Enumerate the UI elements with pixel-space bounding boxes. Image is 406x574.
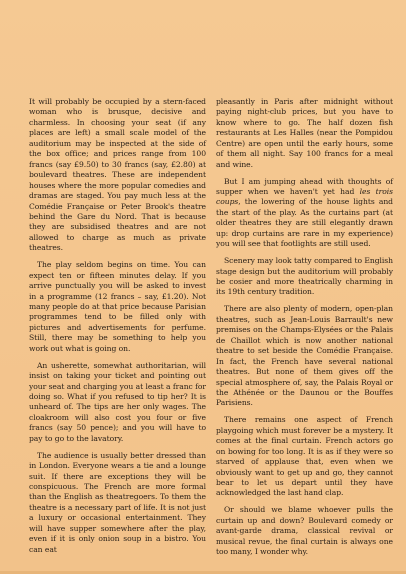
paragraph-text: Scenery may look tatty compared to English stage design but the auditorium will probably be cosier and more theatrically charming in its 19th century tradition.: [216, 256, 393, 297]
paragraph: [216, 505, 393, 557]
right-column: [216, 97, 393, 564]
paragraph: [216, 177, 393, 250]
paragraph-text: pleasantly in Paris after midnight without paying night-club prices, but you have to know where to go. The half dozen fish restaurants at Les Halles (near the Pompidou Centre) are open until the early hours, some of them all night. Say 100 francs for a meal and wine.: [216, 97, 393, 169]
paragraph: It will probably be occupied by a stern-faced woman who is brusque, decisive and charmless. In choosing your seat (if any places are left) a small scale model of the auditorium may be inspected at the side of the box office; and prices range from 100 francs (say £9.50) to 30 francs (say, £2.80) at boulevard theatres. These are independent houses where the more popular comedies and dramas are staged. You pay much less at the Comédie Française or Peter Brook's theatre behind the Gare du Nord. That is because they are subsidised theatres and are not allowed to charge as much as private theatres.: [29, 97, 206, 253]
paragraph-text: , the lowering of the house lights and the start of the play. As the curtains part (at older theatres they are still elegantly drawn up: drop curtains are rare in my experience) you will see that footlights are still used.: [216, 197, 393, 249]
paragraph-text: But I am jumping ahead with thoughts of supper when we haven't yet had: [216, 176, 393, 197]
paragraph-text: There remains one aspect of French playgoing which must forever be a mystery. It comes at the final curtain. French actors go on bowing for too long. It is as if they were so starved of applause that, even when we obviously want to get up and go, they cannot bear to let us depart until they have acknowledged the last hand clap.: [216, 415, 393, 498]
paragraph: [216, 256, 393, 298]
left-column: [29, 97, 206, 562]
paragraph: [216, 304, 393, 409]
paragraph: An usherette, somewhat authoritarian, will insist on taking your ticket and pointing out your seat and charging you at least a franc for doing so. What if you refused to tip her? It is unheard of. The tips are her only wages. The cloakroom will also cost you four or five francs (say 50 pence); and you will have to pay to go to the lavatory.: [29, 360, 206, 443]
paragraph: The audience is usually better dressed than in London. Everyone wears a tie and a lounge suit. If there are exceptions they will be conspicuous. The French are more formal than the English as theatregoers. To them the theatre is a necessary part of life. It is not just a luxury or occasional entertainment. They will have supper somewhere after the play, even if it is only onion soup in a bistro. You can eat: [29, 450, 206, 554]
italic-phrase: les trois coups: [216, 187, 393, 207]
paragraph-text: There are also plenty of modern, open-plan theatres, such as Jean-Louis Barrault's new premises on the Champs-Elysées or the Palais de Chaillot which is now another national theatre to set beside the Comédie Française. In fact, the French have several national theatres. But none of them gives off the special atmosphere of, say, the Palais Royal or the Athénée or the Daunou or the Bouffes Parisiens.: [216, 304, 393, 408]
paragraph-text: Or should we blame whoever pulls the curtain up and down? Boulevard comedy or avant-garde drama, classical revival or musical revue, the final curtain is always one too many, I wonder why.: [216, 505, 393, 557]
paragraph: [216, 415, 393, 499]
paragraph: [216, 97, 393, 170]
paragraph: The play seldom begins on time. You can expect ten or fifteen minutes delay. If you arrive punctually you will be asked to invest in a programme (12 francs – say, £1.20). Not many people do at that price because Parisian programmes tend to be filled only with pictures and advertisements for perfume. Still, there may be something to help you work out what is going on.: [29, 260, 206, 353]
